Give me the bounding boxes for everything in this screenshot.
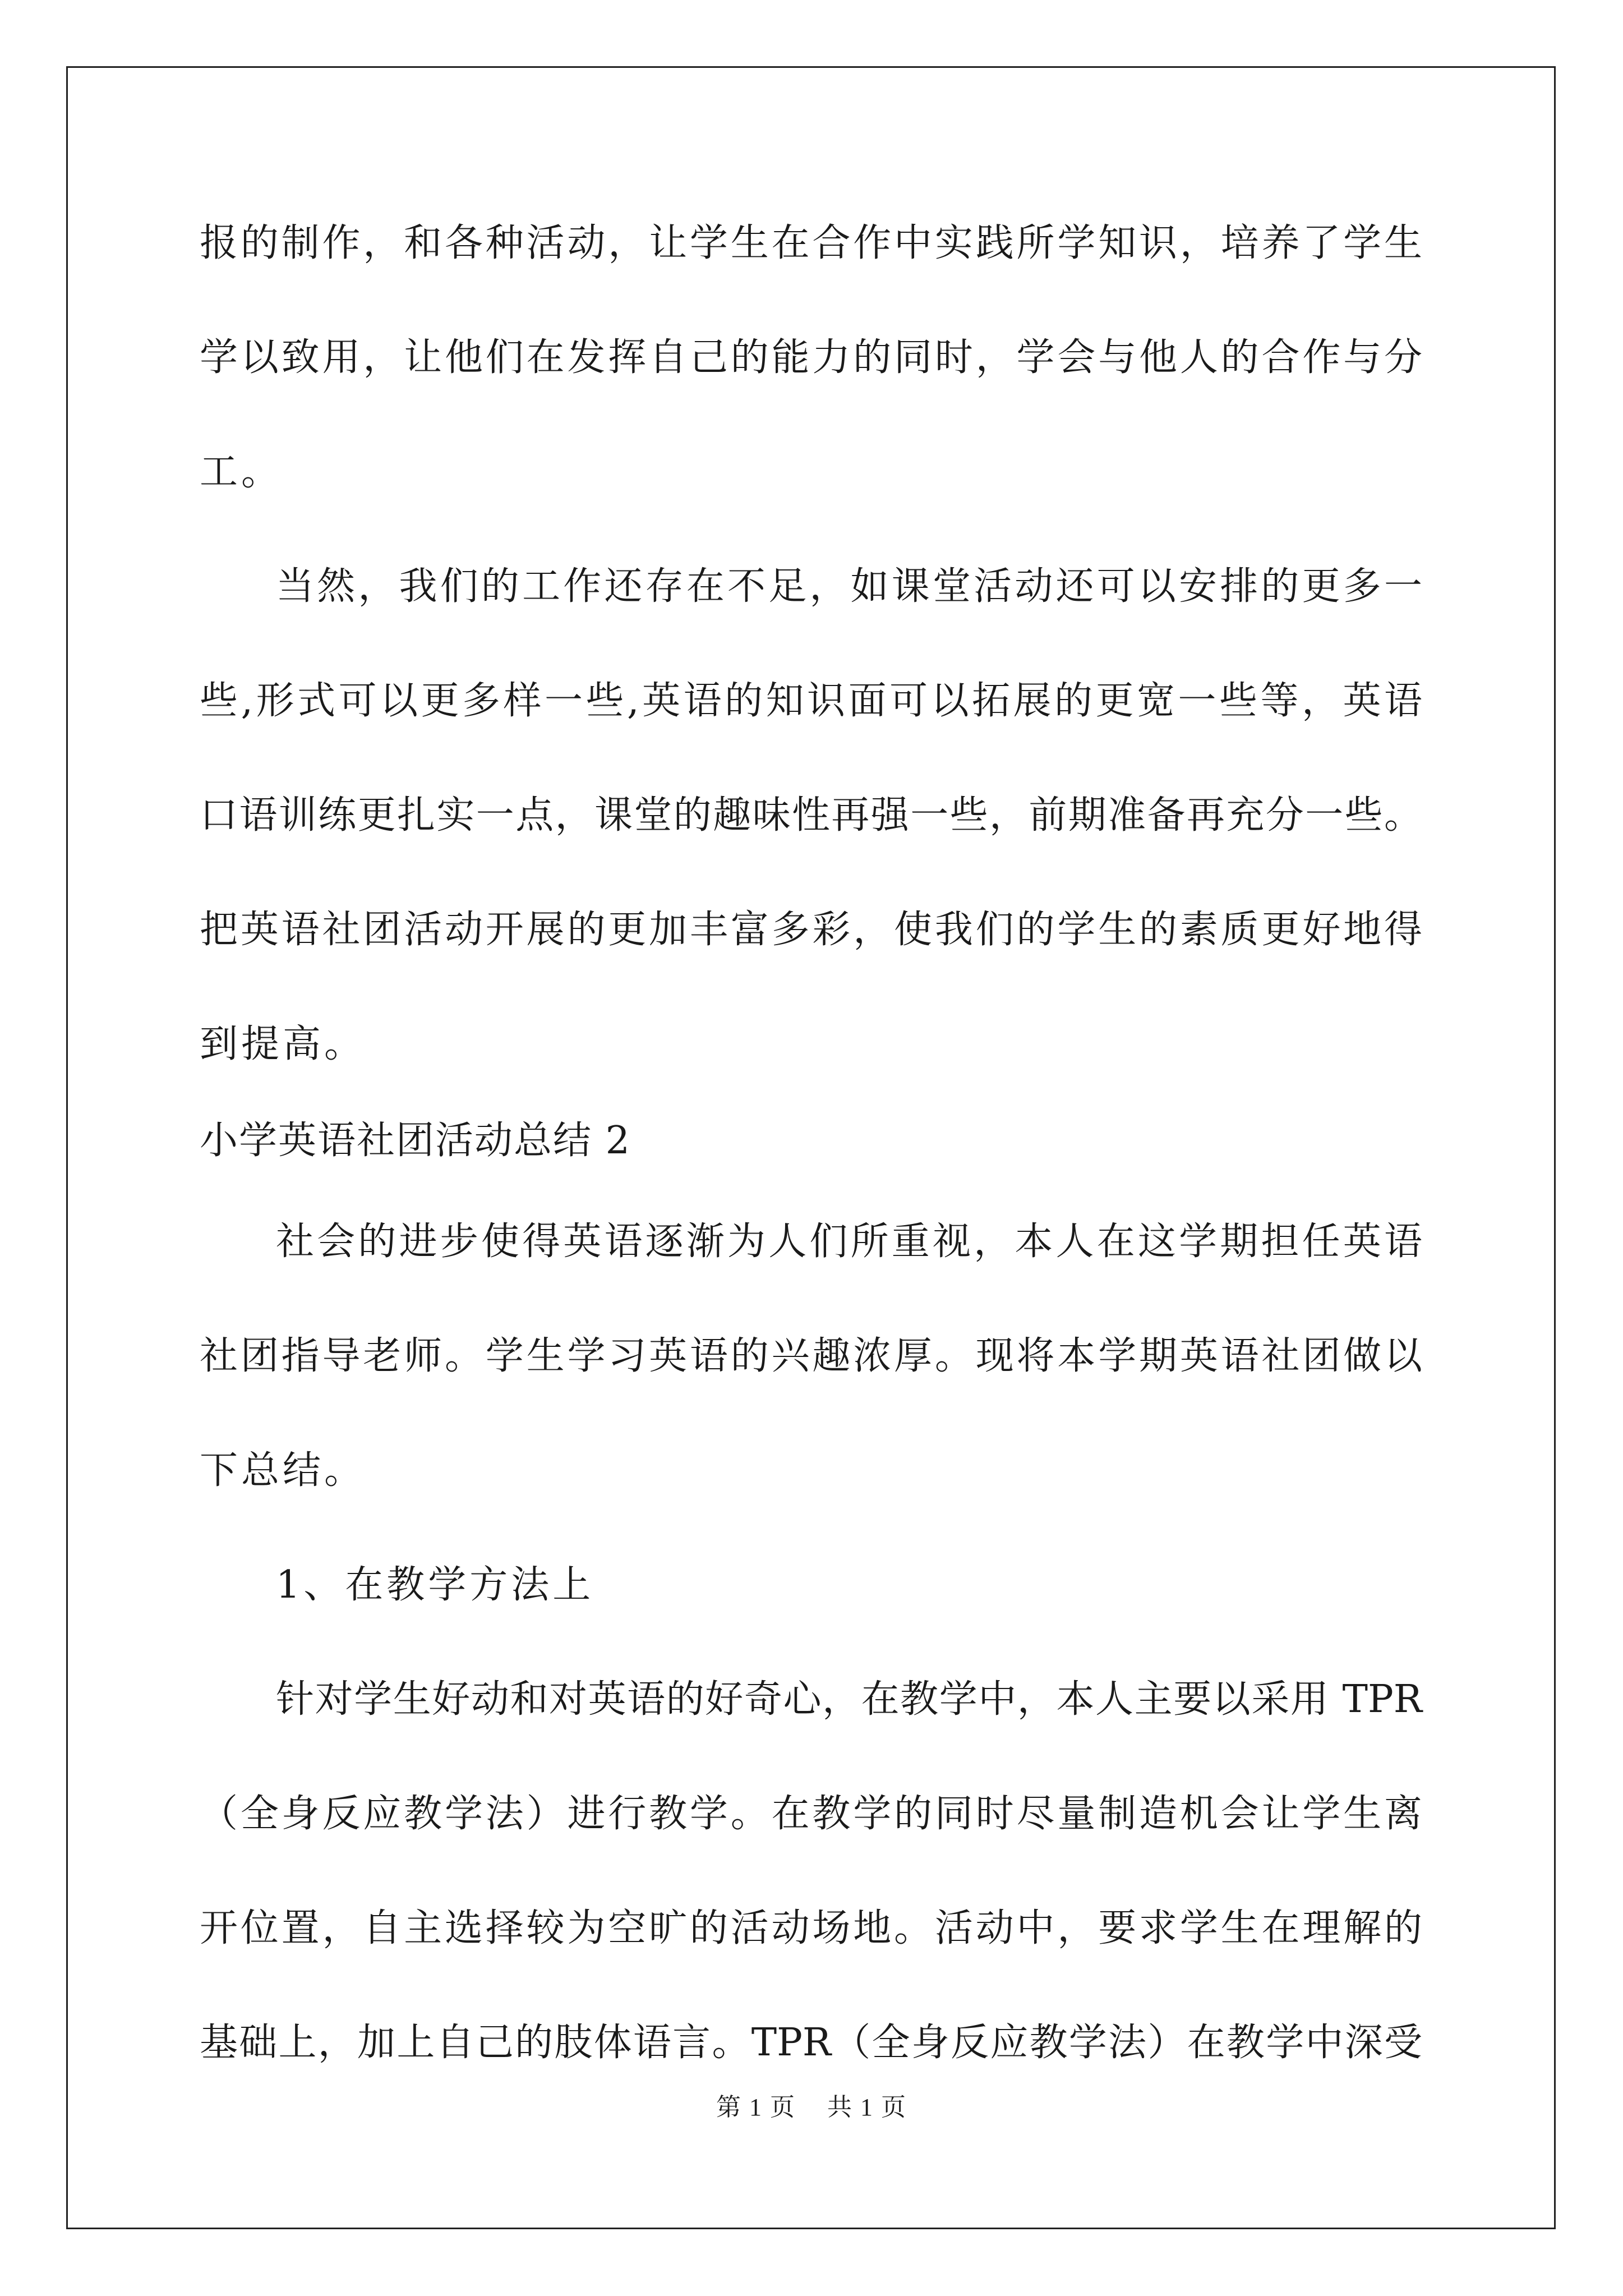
body-line: 下总结。 (200, 1448, 366, 1493)
body-line: 些,形式可以更多样一些,英语的知识面可以拓展的更宽一些等，英语 (200, 679, 1422, 723)
body-line: 工。 (200, 450, 283, 494)
body-line: 把英语社团活动开展的更加丰富多彩，使我们的学生的素质更好地得 (200, 908, 1422, 952)
body-line: 开位置，自主选择较为空旷的活动场地。活动中，要求学生在理解的 (200, 1906, 1422, 1950)
subsection-heading: 1、在教学方法上 (276, 1563, 594, 1607)
body-line: 当然，我们的工作还存在不足，如课堂活动还可以安排的更多一 (276, 564, 1422, 609)
body-line: 针对学生好动和对英语的好奇心，在教学中，本人主要以采用 TPR (276, 1677, 1422, 1722)
body-line: 到提高。 (200, 1022, 366, 1066)
page-footer (0, 2087, 1623, 2123)
body-line: 口语训练更扎实一点，课堂的趣味性再强一些，前期准备再充分一些。 (200, 793, 1422, 838)
body-line: 社团指导老师。学生学习英语的兴趣浓厚。现将本学期英语社团做以 (200, 1334, 1422, 1378)
body-line: 学以致用，让他们在发挥自己的能力的同时，学会与他人的合作与分 (200, 335, 1422, 380)
body-line: 社会的进步使得英语逐渐为人们所重视，本人在这学期担任英语 (276, 1220, 1422, 1264)
page-total: 共 1 页 (827, 2093, 907, 2121)
body-line: （全身反应教学法）进行教学。在教学的同时尽量制造机会让学生离 (200, 1792, 1422, 1836)
section-heading: 小学英语社团活动总结 2 (200, 1119, 631, 1163)
page-number: 第 1 页 (716, 2093, 796, 2121)
body-line: 报的制作，和各种活动，让学生在合作中实践所学知识，培养了学生 (200, 221, 1422, 265)
body-line: 基础上，加上自己的肢体语言。TPR（全身反应教学法）在教学中深受 (200, 2021, 1422, 2065)
